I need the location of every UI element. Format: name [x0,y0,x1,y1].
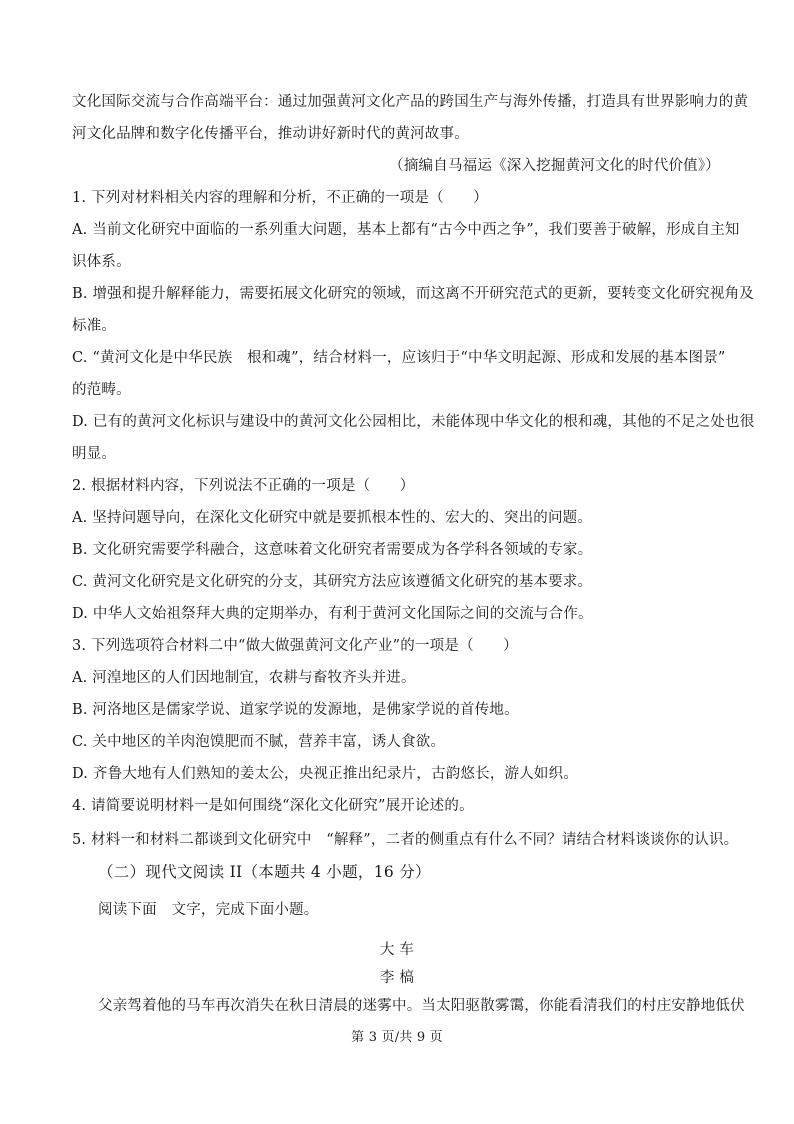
question-2-stem: 2. 根据材料内容，下列说法不正确的一项是（ ） [72,478,415,494]
question-4: 4. 请简要说明材料一是如何围绕“深化文化研究”展开论述的。 [72,798,474,814]
question-3-option-b: B. 河洛地区是儒家学说、道家学说的发源地，是佛家学说的首传地。 [72,702,519,718]
question-3-stem: 3. 下列选项符合材料二中“做大做强黄河文化产业”的一项是（ ） [72,638,518,654]
intro-line-2: 河文化品牌和数字化传播平台，推动讲好新时代的黄河故事。 [72,126,469,142]
question-5: 5. 材料一和材料二都谈到文化研究中 “解释”，二者的侧重点有什么不同？请结合材料谈谈你的认识。 [72,832,739,848]
reading-instruction: 阅读下面 文字，完成下面小题。 [98,902,319,918]
intro-line-1: 文化国际交流与合作高端平台：通过加强黄河文化产品的跨国生产与海外传播，打造具有世界影响力的黄 [72,94,749,110]
question-1-stem: 1. 下列对材料相关内容的理解和分析，不正确的一项是（ ） [72,190,488,206]
question-3-option-d: D. 齐鲁大地有人们熟知的姜太公，央视正推出纪录片，古韵悠长，游人如织。 [72,766,579,782]
question-2-option-b: B. 文化研究需要学科融合，这意味着文化研究者需要成为各学科各领域的专家。 [72,542,593,558]
question-1-option-b: B. 增强和提升解释能力，需要拓展文化研究的领域，而这离不开研究范式的更新，要转变文化研究视角及 [72,286,754,302]
question-1-option-b-cont: 标准。 [72,318,117,334]
question-1-option-a-cont: 识体系。 [72,254,131,270]
question-2-option-d: D. 中华人文始祖祭拜大典的定期举办，有利于黄河文化国际之间的交流与合作。 [72,606,593,622]
section-heading: （二）现代文阅读 II（本题共 4 小题，16 分） [98,863,431,881]
article-title: 大 车 [379,942,415,958]
question-3-option-c: C. 关中地区的羊肉泡馍肥而不腻，营养丰富，诱人食欲。 [72,734,446,750]
question-1-option-c-cont: 的范畴。 [72,382,131,398]
question-2-option-a: A. 坚持问题导向，在深化文化研究中就是要抓根本性的、宏大的、突出的问题。 [72,510,593,526]
question-1-option-d-cont: 明显。 [72,446,117,462]
question-3-option-a: A. 河湟地区的人们因地制宜，农耕与畜牧齐头并进。 [72,670,416,686]
source-citation: （摘编自马福运《深入挖掘黄河文化的时代价值》） [389,158,720,174]
question-2-option-c: C. 黄河文化研究是文化研究的分支，其研究方法应该遵循文化研究的基本要求。 [72,574,593,590]
question-1-option-d: D. 已有的黄河文化标识与建设中的黄河文化公园相比，未能体现中华文化的根和魂，其他的不足之处也很 [72,414,755,430]
page-footer: 第 3 页/共 9 页 [351,1030,443,1045]
question-1-option-c: C. “黄河文化是中华民族 根和魂”，结合材料一，应该归于“中华文明起源、形成和发展的基本图景” [72,350,726,366]
article-author: 李 槁 [379,970,415,986]
question-1-option-a: A. 当前文化研究中面临的一系列重大问题，基本上都有“古今中西之争”，我们要善于破解，形成自主知 [72,222,740,238]
article-first-line: 父亲驾着他的马车再次消失在秋日清晨的迷雾中。当太阳驱散雾霭，你能看清我们的村庄安静地低伏 [98,998,745,1014]
